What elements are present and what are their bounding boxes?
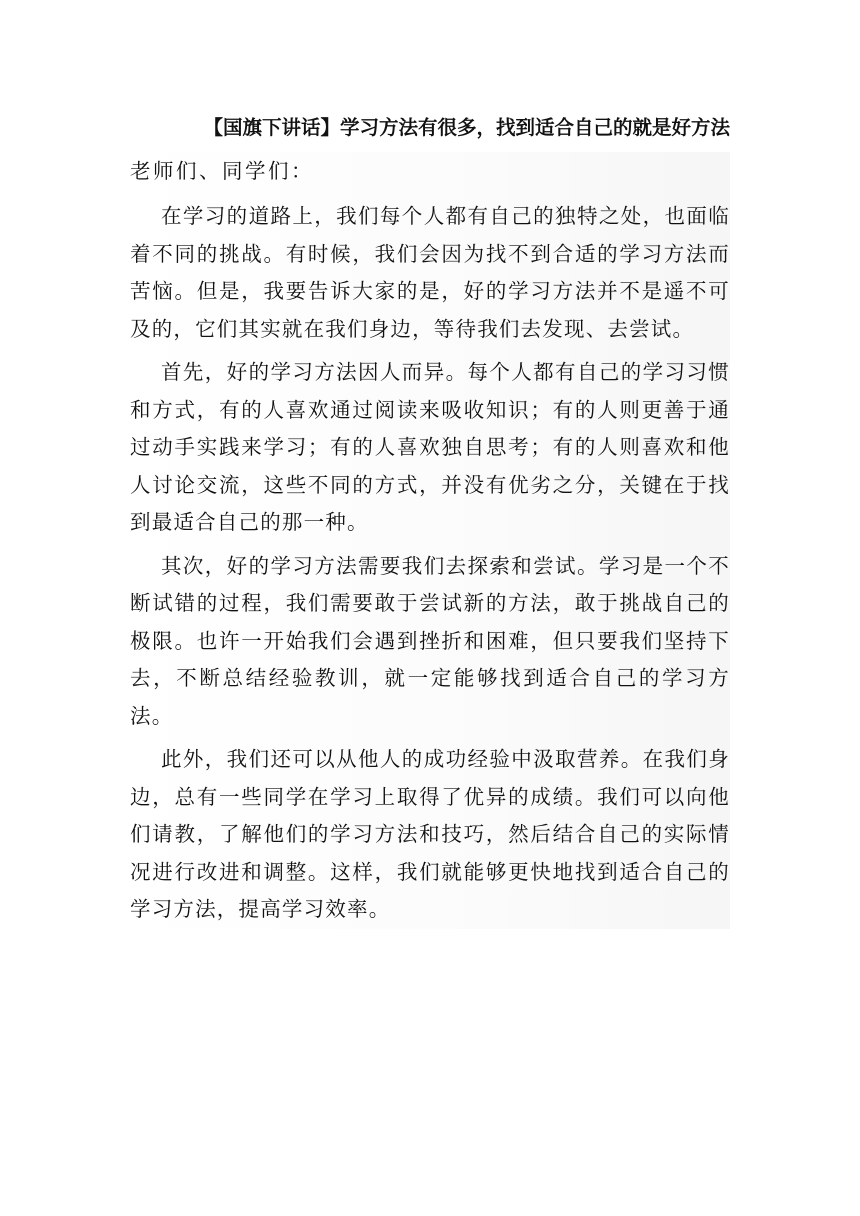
paragraph-intro: 在学习的道路上，我们每个人都有自己的独特之处，也面临着不同的挑战。有时候，我们会因为找不到合适的学习方法而苦恼。但是，我要告诉大家的是，好的学习方法并不是遥不可及的，它们其实就在我们身边，等待我们去发现、去尝试。 [130,204,730,341]
document-body [130,152,730,929]
salutation: 老师们、同学们： [130,159,314,183]
paragraph-third-point: 此外，我们还可以从他人的成功经验中汲取营养。在我们身边，总有一些同学在学习上取得了优异的成绩。我们可以向他们请教，了解他们的学习方法和技巧，然后结合自己的实际情况进行改进和调整。这样，我们就能够更快地找到适合自己的学习方法，提高学习效率。 [130,747,730,921]
paragraph-first-point: 首先，好的学习方法因人而异。每个人都有自己的学习习惯和方式，有的人喜欢通过阅读来吸收知识；有的人则更善于通过动手实践来学习；有的人喜欢独自思考；有的人则喜欢和他人讨论交流，这些不同的方式，并没有优劣之分，关键在于找到最适合自己的那一种。 [130,360,730,534]
paragraph-second-point: 其次，好的学习方法需要我们去探索和尝试。学习是一个不断试错的过程，我们需要敢于尝试新的方法，敢于挑战自己的极限。也许一开始我们会遇到挫折和困难，但只要我们坚持下去，不断总结经验教训，就一定能够找到适合自己的学习方法。 [130,553,730,728]
document-page [130,0,730,1216]
document-title: 【国旗下讲话】学习方法有很多，找到适合自己的就是好方法 [203,116,730,139]
